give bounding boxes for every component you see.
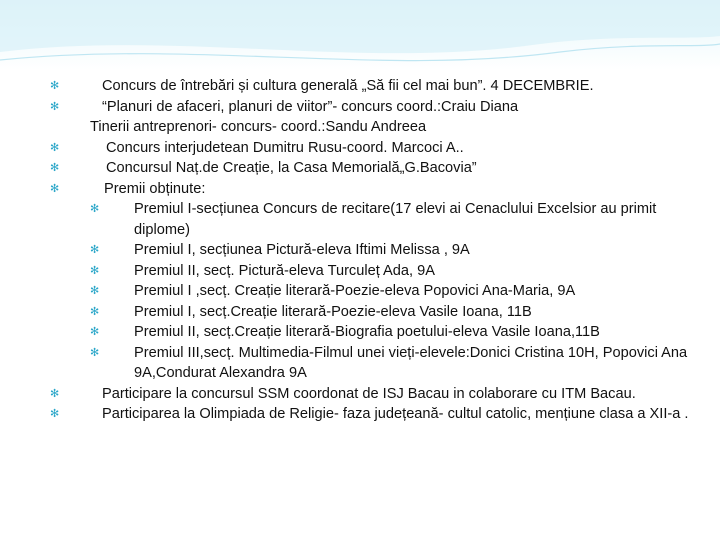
slide-content [50,76,690,425]
bullet-icon: ✻ [90,326,100,338]
list-item [50,384,690,405]
sub-list-item [50,343,690,384]
bullet-icon: ✻ [90,203,100,215]
list-item-text: Concurs de întrebări și cultura generală „Să fii cel mai bun”. 4 DECEMBRIE. [102,78,594,94]
list-item-text: Premiul II, secț.Creație literară-Biografia poetului-eleva Vasile Ioana,11B [134,324,600,340]
list-item-text: Concursul Naț.de Creație, la Casa Memorială„G.Bacovia” [106,160,477,176]
bullet-icon: ✻ [90,285,100,297]
list-item [50,404,690,425]
bullet-icon: ✻ [50,80,60,92]
list-item-text: Premiul I, secțiunea Pictură-eleva Iftimi Melissa , 9A [134,242,470,258]
sub-list-item [50,261,690,282]
bullet-icon: ✻ [90,305,100,318]
bullet-icon: ✻ [90,346,100,359]
decorative-wave [0,0,720,80]
list-item-text: Participare la concursul SSM coordonat de ISJ Bacau in colaborare cu ITM Bacau. [102,385,636,402]
list-item-text: Premiul II, secț. Pictură-eleva Turculeț Ada, 9A [134,262,435,279]
bullet-icon: ✻ [50,387,60,400]
list-item-text: “Planuri de afaceri, planuri de viitor”- concurs coord.:Craiu Diana [102,98,519,115]
list-item-text: Premiul I-secțiunea Concurs de recitare(17 elevi ai Cenaclului Excelsior au primit diplome) [134,201,657,238]
list-item-text: Concurs interjudetean Dumitru Rusu-coord. Marcoci A.. [106,139,464,156]
bullet-icon: ✻ [50,141,60,154]
list-item [50,76,690,97]
list-item-text: Premiul III,secț. Multimedia-Filmul unei vieți-elevele:Donici Cristina 10H, Popovici Ana 9A,Condurat Alexandra 9A [134,344,688,381]
sub-list-item [50,322,690,343]
bullet-icon: ✻ [90,264,100,277]
list-item [50,138,690,159]
list-item-text: Premiul I ,secț. Creație literară-Poezie-eleva Popovici Ana-Maria, 9A [134,283,576,299]
list-item [50,158,690,179]
list-item-text: Premiul I, secț.Creație literară-Poezie-eleva Vasile Ioana, 11B [134,303,532,320]
bullet-icon: ✻ [50,162,60,174]
bullet-icon: ✻ [50,408,60,420]
list-item-text: Participarea la Olimpiada de Religie- faza județeană- cultul catolic, mențiune clasa a XII-a . [102,406,689,422]
bullet-icon: ✻ [50,100,60,113]
sub-list-item [50,281,690,302]
sub-list-item [50,240,690,261]
bullet-icon: ✻ [50,182,60,195]
list-item-text: Tinerii antreprenori- concurs- coord.:Sandu Andreea [90,119,427,135]
sub-list-item [50,302,690,323]
bullet-icon: ✻ [90,244,100,256]
list-item [50,97,690,118]
list-item [50,179,690,200]
list-item-continuation [50,117,690,138]
sub-list-item [50,199,690,240]
list-item-text: Premii obținute: [104,180,206,197]
